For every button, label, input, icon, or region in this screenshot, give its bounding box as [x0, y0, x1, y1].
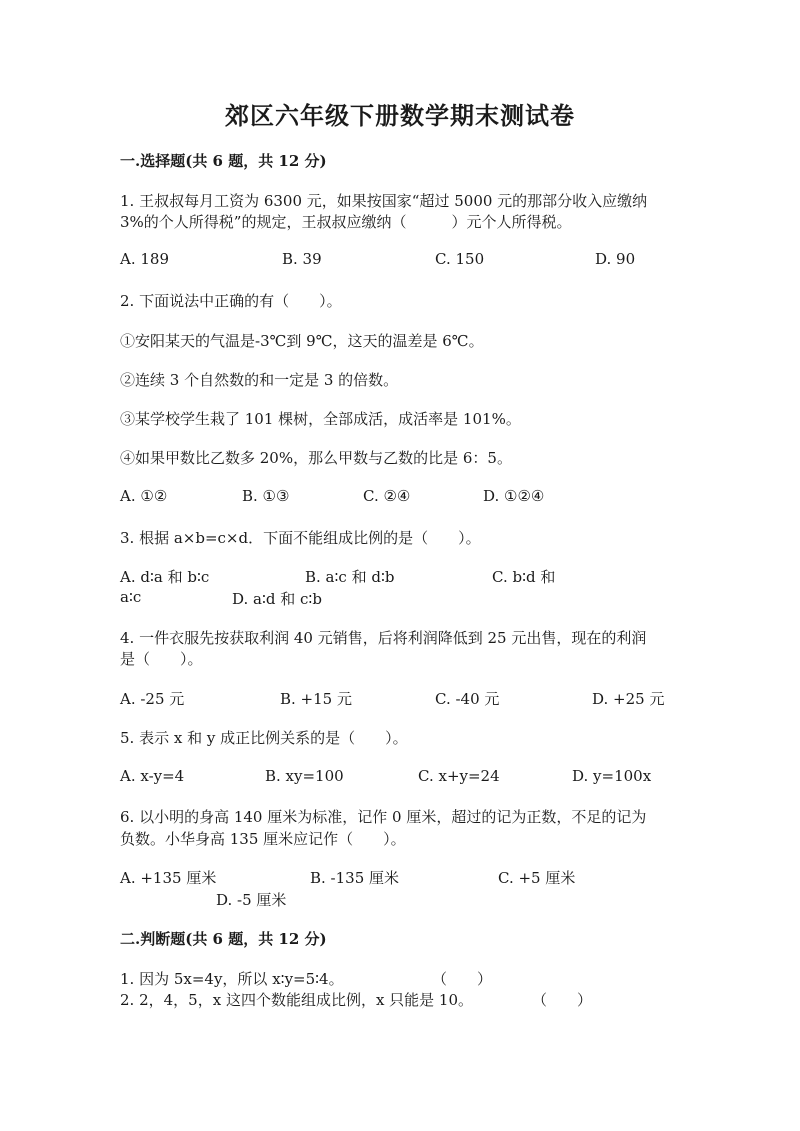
question-2-stem: 2. 下面说法中正确的有（ ）。 [120, 292, 342, 310]
question-5-option-d: D. y=100x [572, 767, 652, 785]
question-6-option-b: B. -135 厘米 [310, 869, 400, 887]
question-1-line-2: 3%的个人所得税”的规定，王叔叔应缴纳（ ）元个人所得税。 [120, 213, 572, 231]
question-2-option-b: B. ①③ [242, 487, 290, 505]
question-1-option-a: A. 189 [120, 250, 169, 268]
question-3-option-d: D. a∶d 和 c∶b [232, 590, 322, 608]
question-5-option-a: A. x-y=4 [120, 767, 185, 785]
section-heading-judgement: 二.判断题(共 6 题，共 12 分) [120, 930, 327, 948]
question-3-option-c: C. b∶d 和 [492, 568, 556, 586]
question-4-option-a: A. -25 元 [120, 690, 185, 708]
judgement-1-text: 1. 因为 5x=4y，所以 x∶y=5∶4。 [120, 970, 344, 988]
question-2-statement-4: ④如果甲数比乙数多 20%，那么甲数与乙数的比是 6：5。 [120, 449, 512, 467]
question-2-statement-3: ③某学校学生栽了 101 棵树，全部成活，成活率是 101%。 [120, 410, 521, 428]
question-4-line-2: 是（ ）。 [120, 650, 203, 668]
question-2-option-d: D. ①②④ [483, 487, 545, 505]
question-4-line-1: 4. 一件衣服先按获取利润 40 元销售，后将利润降低到 25 元出售，现在的利润 [120, 629, 647, 647]
question-3-stem: 3. 根据 a×b=c×d．下面不能组成比例的是（ ）。 [120, 529, 481, 547]
question-2-option-a: A. ①② [120, 487, 168, 505]
question-2-option-c: C. ②④ [363, 487, 411, 505]
question-5-stem: 5. 表示 x 和 y 成正比例关系的是（ ）。 [120, 729, 408, 747]
question-1-option-d: D. 90 [595, 250, 636, 268]
question-1-option-b: B. 39 [282, 250, 322, 268]
question-2-statement-1: ①安阳某天的气温是-3℃到 9℃，这天的温差是 6℃。 [120, 332, 484, 350]
question-4-option-d: D. +25 元 [592, 690, 665, 708]
question-6-option-c: C. +5 厘米 [498, 869, 576, 887]
question-4-option-c: C. -40 元 [435, 690, 500, 708]
question-6-option-d: D. -5 厘米 [216, 891, 287, 909]
question-6-option-a: A. +135 厘米 [120, 869, 217, 887]
judgement-1-answer-blank: （ ） [432, 970, 493, 988]
page-title: 郊区六年级下册数学期末测试卷 [225, 101, 575, 130]
question-5-option-b: B. xy=100 [265, 767, 344, 785]
question-3-option-b: B. a∶c 和 d∶b [305, 568, 395, 586]
question-6-line-1: 6. 以小明的身高 140 厘米为标准，记作 0 厘米，超过的记为正数，不足的记为 [120, 808, 647, 826]
judgement-2-text: 2. 2，4，5，x 这四个数能组成比例，x 只能是 10。 [120, 991, 474, 1009]
section-heading-choice: 一.选择题(共 6 题，共 12 分) [120, 152, 327, 170]
judgement-2-answer-blank: （ ） [532, 991, 593, 1009]
question-1-line-1: 1. 王叔叔每月工资为 6300 元，如果按国家“超过 5000 元的那部分收入应缴纳 [120, 192, 648, 210]
question-6-line-2: 负数。小华身高 135 厘米应记作（ ）。 [120, 830, 406, 848]
question-3-option-c-continued: a∶c [120, 588, 142, 606]
question-3-option-a: A. d∶a 和 b∶c [120, 568, 210, 586]
question-2-statement-2: ②连续 3 个自然数的和一定是 3 的倍数。 [120, 371, 399, 389]
question-5-option-c: C. x+y=24 [418, 767, 500, 785]
question-1-option-c: C. 150 [435, 250, 485, 268]
question-4-option-b: B. +15 元 [280, 690, 352, 708]
